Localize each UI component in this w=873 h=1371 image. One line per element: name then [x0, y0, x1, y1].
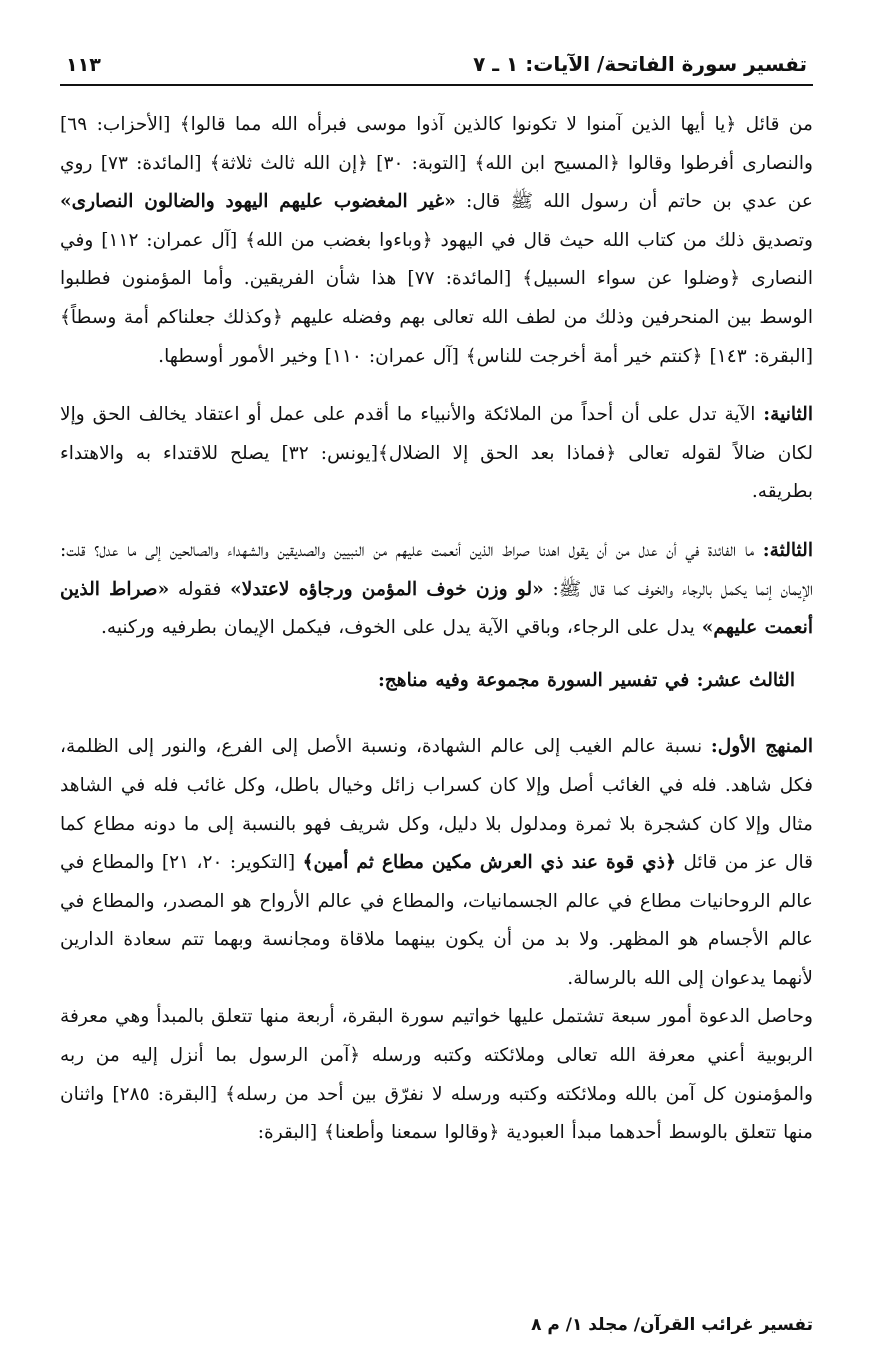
paragraph-4-verse: ﴿ذي قوة عند ذي العرش مكين مطاع ثم أمين﴾	[302, 852, 676, 874]
paragraph-5: وحاصل الدعوة أمور سبعة تشتمل عليها خواتيم سورة البقرة، أربعة منها تتعلق بالمبدأ وهي معرفة الربوبية أعني معرفة الله تعالى وملائكته وكتبه ورسله ﴿آمن الرسول بما أنزل إليه من ربه والمؤمنون كل آمن بالله وملائكته وكتبه ورسله لا نفرّق بين أحد من رسله﴾ [البقرة: ٢٨٥] واثنان منها تتعلق بالوسط أحدهما مبدأ العبودية ﴿وقالوا سمعنا وأطعنا﴾ [البقرة:	[60, 1006, 813, 1144]
running-title: تفسير سورة الفاتحة/ الآيات: ١ ـ ٧	[473, 52, 807, 76]
paragraph-2-lead: الثانية:	[763, 404, 813, 426]
paragraph-1-text-a: من قائل ﴿يا أيها الذين آمنوا لا تكونوا كالذين آذوا موسى فبرأه الله مما قالوا﴾ [الأحزاب: ٦٩] والنصارى أفرطوا وقالوا ﴿المسيح ابن الله﴾ [التوبة: ٣٠] ﴿إن الله ثالث ثلاثة﴾ [المائدة: ٧٣] روي عن عدي بن حاتم أن رسول الله ﷺ قال:	[60, 114, 814, 213]
page-footer: تفسير غرائب القرآن/ مجلد ١/ م ٨	[531, 1315, 813, 1335]
paragraph-1-hadith: «غير المغضوب عليهم اليهود والضالون النصارى»	[60, 191, 456, 213]
paragraph-3-lead: الثالثة:	[762, 539, 813, 561]
page-content	[60, 106, 813, 1153]
page-header	[60, 52, 813, 86]
section-heading: الثالث عشر: في تفسير السورة مجموعة وفيه مناهج:	[377, 669, 795, 691]
paragraph-1-text-b: وتصديق ذلك من كتاب الله حيث قال في اليهود ﴿وباءوا بغضب من الله﴾ [آل عمران: ١١٢] وفي النصارى ﴿وضلوا عن سواء السبيل﴾ [المائدة: ٧٧] هذا شأن الفريقين. وأما المؤمنون فطلبوا الوسط بين المنحرفين وذلك من لطف الله تعالى بهم وفضله عليهم ﴿وكذلك جعلناكم أمة وسطاً﴾ [البقرة: ١٤٣] ﴿كنتم خير أمة أخرجت للناس﴾ [آل عمران: ١١٠] وخير الأمور أوسطها.	[60, 229, 813, 367]
paragraph-3-text-b: فقوله	[169, 578, 231, 600]
paragraph-4	[60, 728, 813, 998]
paragraph-3-text-a: ما الفائدة في أن عدل من أن يقول اهدنا صراط الذين أنعمت عليهم من النبيين والصديقين والشهداء والصالحين إلى ما عدل؟ قلت: الإيمان إنما يكمل بالرجاء والخوف كما قال ﷺ:	[60, 539, 813, 600]
paragraph-4-text-a: نسبة عالم الغيب إلى عالم الشهادة، ونسبة الأصل إلى الفرع، والنور إلى الظلمة، فكل شاهد. فله في الغائب أصل وإلا كان كسراب زائل وخيال باطل، وكل غائب فله في الشاهد مثال وإلا كان كشجرة بلا ثمرة ومدلول بلا دليل، وكل شريف فهو بالنسبة إلى ما دونه مطاع كما قال عز من قائل	[60, 736, 813, 874]
paragraph-3	[60, 532, 813, 648]
paragraph-3-hadith: «لو وزن خوف المؤمن ورجاؤه لاعتدلا»	[230, 578, 544, 600]
page-number: ١١٣	[66, 54, 101, 76]
paragraph-4-text-b: [التكوير: ٢٠، ٢١] والمطاع في عالم الروحانيات مطاع في عالم الجسمانيات، والمطاع في عالم الأرواح هو المصدر، والمطاع في عالم الأجسام هو المظهر. ولا بد من أن يكون بينهما ملاقاة ومجانسة وبهما تتم سعادة الدارين لأنهما يدعوان إلى الله بالرسالة.	[60, 852, 813, 989]
paragraph-2-text: الآية تدل على أن أحداً من الملائكة والأنبياء ما أقدم على عمل أو اعتقاد يخالف الحق وإلا لكان ضالاً لقوله تعالى ﴿فماذا بعد الحق إلا الضلال﴾[يونس: ٣٢] يصلح للاقتداء به والاهتداء بطريقه.	[60, 404, 813, 503]
paragraph-2	[60, 396, 813, 512]
paragraph-4-lead: المنهج الأول:	[710, 736, 813, 758]
paragraph-1	[60, 106, 813, 376]
paragraph-3-text-c: يدل على الرجاء، وباقي الآية يدل على الخوف، فيكمل الإيمان بطرفيه وركنيه.	[100, 617, 702, 639]
paragraph-3-quote: «صراط الذين أنعمت عليهم»	[60, 578, 813, 639]
